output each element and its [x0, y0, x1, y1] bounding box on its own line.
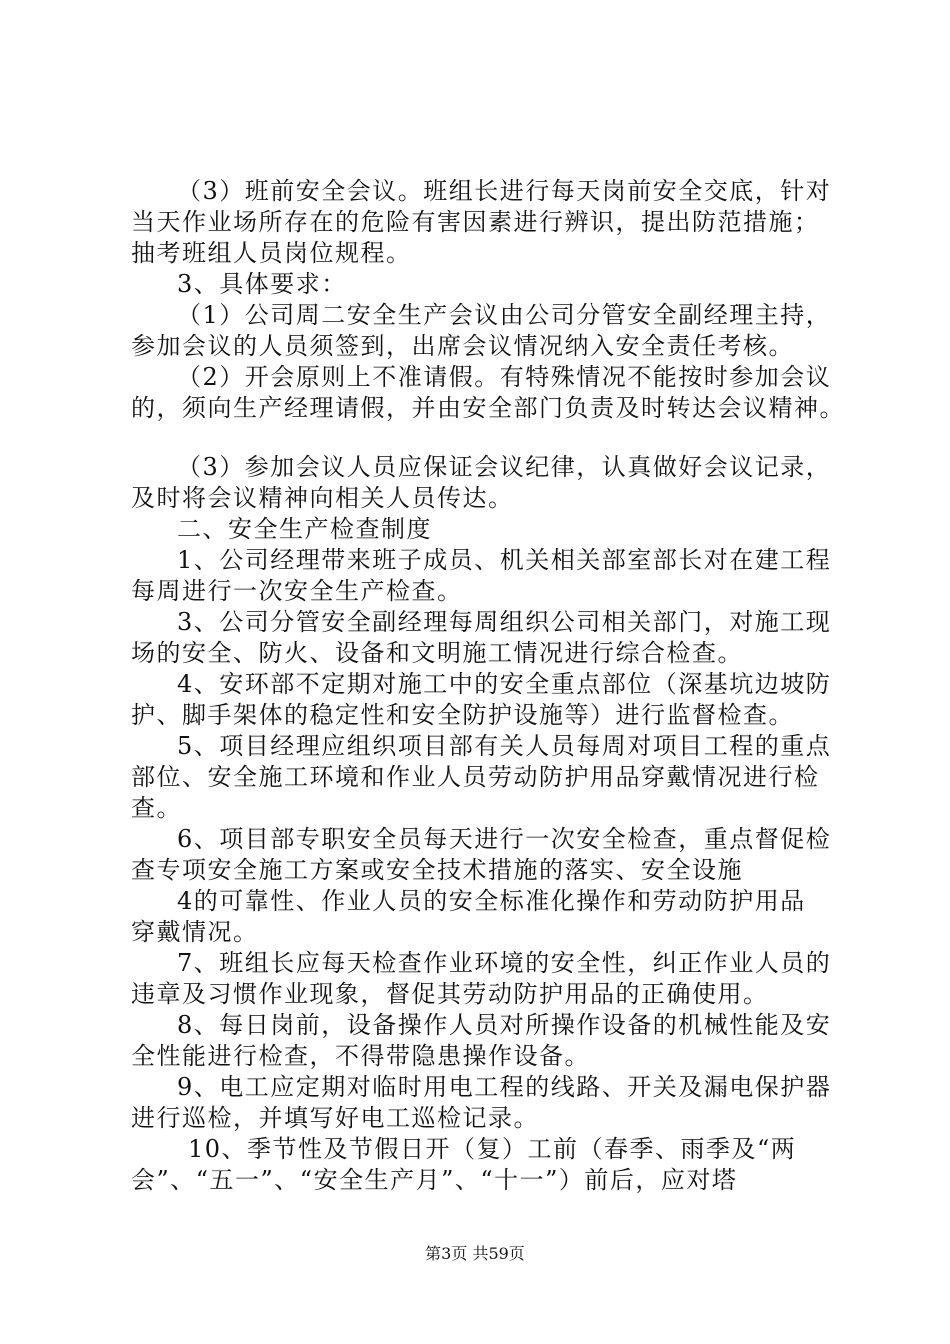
text-line: 会”、“五一”、“安全生产月”、“十一”）前后，应对塔 — [131, 1166, 738, 1194]
text-line: 5、项目经理应组织项目部有关人员每周对项目工程的重点 — [177, 732, 832, 760]
text-line: 部位、安全施工环境和作业人员劳动防护用品穿戴情况进行检 — [131, 763, 820, 791]
text-line: 进行巡检，并填写好电工巡检记录。 — [131, 1104, 539, 1132]
text-line: 查专项安全施工方案或安全技术措施的落实、安全设施 — [131, 856, 743, 884]
text-line: 10、季节性及节假日开（复）工前（春季、雨季及“两 — [188, 1135, 797, 1163]
text-line: 每周进行一次安全生产检查。 — [131, 577, 463, 605]
text-line: 3、公司分管安全副经理每周组织公司相关部门，对施工现 — [177, 608, 832, 636]
text-line: （1）公司周二安全生产会议由公司分管安全副经理主持， — [177, 301, 832, 329]
section-heading: 二、安全生产检查制度 — [177, 515, 432, 543]
text-line: 8、每日岗前，设备操作人员对所操作设备的机械性能及安 — [177, 1011, 832, 1039]
text-line: 3、具体要求： — [177, 270, 347, 298]
page-number-footer: 第3页 共59页 — [425, 1244, 525, 1263]
text-line: （3）班前安全会议。班组长进行每天岗前安全交底，针对 — [177, 177, 832, 205]
text-line: 及时将会议精神向相关人员传达。 — [131, 484, 514, 512]
text-line: 场的安全、防火、设备和文明施工情况进行综合检查。 — [131, 639, 743, 667]
text-line: 穿戴情况。 — [131, 918, 259, 946]
text-line: 查。 — [131, 794, 182, 822]
text-line: 护、脚手架体的稳定性和安全防护设施等）进行监督检查。 — [131, 701, 794, 729]
text-line: 当天作业场所存在的危险有害因素进行辨识，提出防范措施； — [131, 208, 820, 236]
text-line: 的，须向生产经理请假，并由安全部门负责及时转达会议精神。 — [131, 394, 845, 422]
text-line: 6、项目部专职安全员每天进行一次安全检查，重点督促检 — [177, 825, 832, 853]
text-line: 9、电工应定期对临时用电工程的线路、开关及漏电保护器 — [177, 1073, 832, 1101]
text-line: 全性能进行检查，不得带隐患操作设备。 — [131, 1042, 590, 1070]
text-line: 4的可靠性、作业人员的安全标准化操作和劳动防护用品 — [177, 887, 806, 915]
text-line: 1、公司经理带来班子成员、机关相关部室部长对在建工程 — [177, 546, 832, 574]
text-line: （3）参加会议人员应保证会议纪律，认真做好会议记录， — [177, 453, 832, 481]
text-line: 4、安环部不定期对施工中的安全重点部位（深基坑边坡防 — [177, 670, 832, 698]
text-line: 违章及习惯作业现象，督促其劳动防护用品的正确使用。 — [131, 980, 769, 1008]
text-line: 7、班组长应每天检查作业环境的安全性，纠正作业人员的 — [177, 949, 832, 977]
text-line: 参加会议的人员须签到，出席会议情况纳入安全责任考核。 — [131, 332, 794, 360]
text-line: 抽考班组人员岗位规程。 — [131, 239, 412, 267]
text-line: （2）开会原则上不准请假。有特殊情况不能按时参加会议 — [177, 363, 832, 391]
